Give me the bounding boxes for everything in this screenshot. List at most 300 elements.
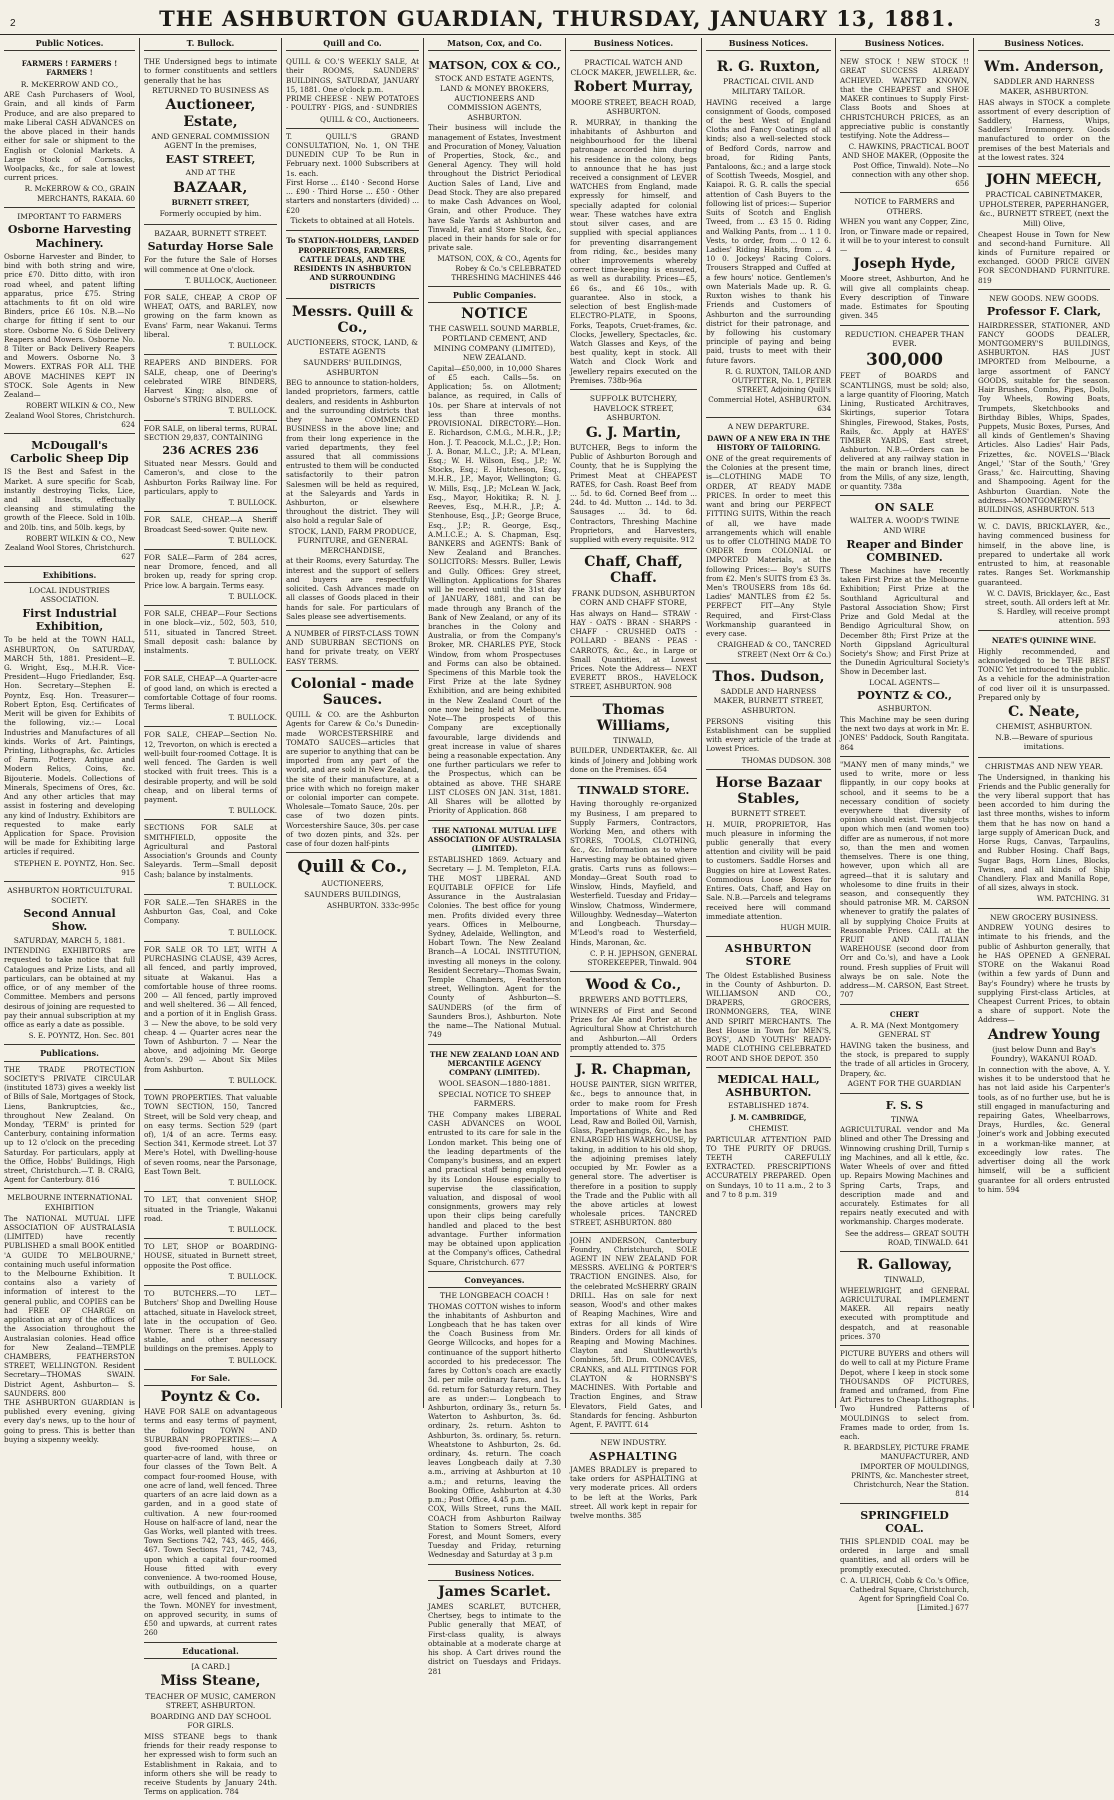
ad-signature: QUILL & CO., Auctioneers. — [319, 114, 419, 124]
ad-subtitle: CHEMIST. — [748, 1123, 789, 1133]
ad-subtitle: AND AT THE — [185, 168, 236, 178]
column-heading: Quill and Co. — [286, 38, 419, 51]
ad-osborne — [4, 208, 135, 434]
ad-body: TO LET, that convenient SHOP, situated in the Triangle, Wakanui road. — [144, 1195, 277, 1223]
column-heading: Public Notices. — [4, 38, 135, 51]
ad-footnote: THE ASHBURTON GUARDIAN is published every evening, giving every day's news, up to the hour of going to press. This is better than buying a sixpenny weekly. — [4, 1398, 135, 1444]
ad-body: FOR SALE, CHEAP—Section No. 12, Trevorton, on which is erected a well-built four-roomed Cottage. It is well fenced. The Garden is well stocked with fruit trees. This is a desirable property, and will be sold cheap, and on liberal terms of payment. — [144, 730, 277, 805]
ad-signature: ROBERT WILKIN & CO., New Zealand Wool Stores, Christchurch. 624 — [5, 401, 135, 429]
ad-title: Saturday Horse Sale — [147, 240, 274, 254]
ad-subtitle: BURNETT STREET. — [730, 808, 807, 818]
ad-subtitle: AUCTIONEERS, — [321, 879, 384, 889]
ad-subtitle: ASHBURTON HORTICULTURAL SOCIETY. — [7, 886, 132, 905]
ad-caswell-sound — [428, 287, 561, 820]
ad-signature: AGENT FOR THE GUARDIAN — [847, 1078, 962, 1088]
ad-body: "MANY men of many minds," we used to write, more or less flippantly, in our copy books at school, and it seems to be a necessary condition of society everywhere that diversity of opinion should exist. The subjects upon which men (and women too) differ are as numerous, if not more so, than the men and women themselves. There is one thing, however, upon which all are agreed—that it is salutary and wholesome to dine fruits in their season, and consequently they should patronise MR. M. CARSON whenever to gratify the palates of all by supplying Choice Fruits at Reasonable Prices. CALL at the FRUIT AND ITALIAN WAREHOUSE (second door from Orr and Co.'s), and have a Look round. Fresh supplies of Fruit will always be on sale. Note the address—M. CARSON, East Street. 707 — [840, 759, 969, 1000]
ad-professor-clark — [978, 290, 1110, 519]
ad-title: To STATION-HOLDERS, LANDED PROPRIETORS, FARMERS, CATTLE DEALS, AND THE RESIDENTS IN ASHBURTON AND SURROUNDING DISTRICTS — [286, 236, 419, 292]
ad-signature: T. BULLOCK. — [228, 591, 277, 601]
ad-title: Robert Murray, — [573, 79, 694, 96]
ad-footnote: N.B.—Beware of spurious imitations. — [995, 732, 1093, 752]
ad-longbeach-coach — [428, 1272, 561, 1565]
ad-signature: WM. PATCHING. 31 — [1036, 894, 1110, 904]
ad-body: MISS STEANE begs to thank friends for their ready response to her expressed wish to form such an Establishment in Rakaia, and to inform others she will be ready to receive Students by January 24th. Terms on application. 784 — [144, 1731, 277, 1797]
ad-title: F. S. S — [885, 1099, 924, 1113]
ad-title: MEDICAL HALL, ASHBURTON. — [717, 1072, 820, 1099]
ad-title: Thomas Williams, — [596, 701, 671, 734]
ad-horticultural-show — [4, 882, 135, 1045]
ad-springfield-coal — [840, 1504, 969, 1617]
ad-body: AGRICULTURAL vendor and Ma blined and other The Dressing and Winnowing crushing Drill, Turnip s ing Machines, and all k ettle, &c. Water Wheels of over and fitted up. Repairs Mowing Machines and Spring Carts, Traps, and description made and and accurately. Estimates for all repairs neatly executed and with workmanship. Charges moderate. — [840, 1125, 969, 1227]
ad-title: First Industrial Exhibition, — [22, 607, 117, 634]
ad-signature: T. BULLOCK. — [228, 1355, 277, 1365]
ad-body: Cheapest House in Town for New and second-hand Furniture. All kinds of Furniture repaired or exchanged. GOOD PRICE GIVEN FOR SECONDHAND FURNITURE. 819 — [978, 229, 1110, 285]
ad-title: Wood & Co., — [585, 977, 682, 994]
ad-body: BEG to announce to station-holders, landed proprietors, farmers, cattle dealers, and residents in Ashburton and the surrounding districts that they have COMMENCED BUSINESS in the above line; and from their long experience in the varied departments, they feel assured that all commissions entrusted to them will be conducted satisfactorily to their patron Salesmen will be held as required, at the Saleyards and Yards in Ashburton, or elsewhere throughout the district. They will also hold a regular Sale of — [286, 378, 419, 526]
ad-body: PERSONS visiting this Establishment can be supplied with every article of the trade at Lowest Prices. — [706, 716, 831, 754]
ad-signature: T. BULLOCK. — [228, 341, 277, 351]
ad-body: JAMES SCARLET, BUTCHER, Chertsey, begs to intimate to the Public generally that MEAT, of First-class quality, is always obtainable at a moderate charge at his shop. A Cart drives round the district on Tuesdays and Fridays. 281 — [428, 1602, 561, 1676]
ad-subtitle: WALTER A. WOOD'S TWINE AND WIRE — [849, 516, 960, 536]
ad-body: Capital—£50,000, in 10,000 Shares of £5 each. Calls—5s. on Application; 5s. on Allotment; balance, as required, in Calls of 10s. per Share at intervals of not less than three months. PROVISIONAL DIRECTORY:—Hon. E. Richardson, C.M.G., M.H.R., J.P.; Hon. J. T. Peacock, M.L.C., J.P.; Hon. J. A. Bonar, M.L.C., J.P.; A. M'Lean, Esq.; W. H. Wilson, Esq., J.P.; W. Stocks, Esq.; E. Hutcheson, Esq., M.H.R., J.P., Mayor, Wellington; G. W. Mills, Esq., J.P.; McLean W. Jack, Esq., Mayor, Hokitika; R. N. J. Reeves, Esq., M.H.R., J.P.; A. Stenhouse, Esq., J.P.; George Bruce, Esq., J.P.; R. George, Esq., A.M.I.C.E.; A. S. Chapman, Esq. BANKERS and AGENTS: Bank of New Zealand and Branches. SOLICITORS: Messrs. Buller, Lewis and Gully. Offices: Grey street, Wellington. Applications for Shares will be received until the 31st day of JANUARY, 1881, and can be made through any Branch of the Bank of New Zealand, or any of its branches in the Colony and Australia, or from the Company's Broker, MR. CHARLES PYE, Stock Window, from whom Prospectuses and Forms can also be obtained. Specimens of this Marble took the First Prize at the late Sydney Exhibition, and are being exhibited in the New Zealand Court of the one now being held at Melbourne. Note—The prospects of this Company are exceptionally favourable, large dividends and great increase in value of shares being a reasonable expectation. Any one further particulars we refer to the Prospectus, which can be obtained as above. THE SHARE LIST CLOSES ON JAN. 31st, 1881. All Shares will be allotted by Priority of Application. 868 — [428, 363, 561, 816]
ad-miss-steane — [144, 1643, 277, 1800]
column-heading: T. Bullock. — [144, 38, 277, 51]
ad-subtitle: MELBOURNE INTERNATIONAL EXHIBITION — [7, 1193, 132, 1213]
page-number-right: 3 — [1094, 18, 1100, 29]
ad-title: NOTICE — [461, 306, 528, 323]
ad-signature: T. BULLOCK. — [228, 806, 277, 816]
ad-signature: CRAIGHEAD & CO., TANCRED STREET (Next Orr & Co.) — [717, 640, 831, 659]
ad-four-sections — [144, 606, 277, 671]
ad-title: BURNETT STREET, — [171, 197, 250, 207]
ad-body: The NATIONAL MUTUAL LIFE ASSOCIATION OF AUSTRALASIA (LIMITED) have recently PUBLISHED a small BOOK entitled 'A GUIDE TO MELBOURNE,' containing much useful information to the Melbourne Exhibition. It contains also a variety of information of interest to the general public, and COPIES can be had FREE OF CHARGE on application at any of the offices of the Association throughout the Australasian colonies. Head office for New Zealand—TEMPLE CHAMBERS, FEATHERSTON STREET, WELLINGTON. Resident Secretary—THOMAS SWAIN. District Agent, Ashburton— S. SAUNDERS. 800 — [4, 1213, 135, 1398]
ad-title: R. G. Ruxton, — [716, 59, 821, 76]
ad-subtitle: BAZAAR, BURNETT STREET. — [154, 228, 267, 238]
ad-title: JOHN MEECH, — [986, 172, 1102, 189]
ad-subtitle: FRANK DUDSON, ASHBURTON CORN AND CHAFF STORE, — [571, 588, 696, 608]
ad-title: Second Annual Show. — [23, 907, 116, 934]
ad-body: SECTIONS FOR SALE at SMITHFIELD, opposite the Agricultural and Pastoral Association's Grounds and County Saleyards. Term—Small deposit Cash; balance by instalments. — [144, 823, 277, 879]
ad-consultation — [286, 129, 419, 232]
ad-wm-anderson — [978, 54, 1110, 167]
ad-subtitle: SPECIAL NOTICE TO SHEEP FARMERS. — [438, 1089, 551, 1109]
ad-title: Quill & Co., — [297, 857, 408, 878]
ad-title: BAZAAR, — [173, 179, 248, 196]
ad-signature: T. BULLOCK. — [228, 1271, 277, 1281]
ad-subtitle: MOORE STREET, BEACH ROAD, ASHBURTON. — [570, 97, 697, 117]
column-heading: Business Notices. — [706, 38, 831, 51]
ad-signature: T. BULLOCK. — [228, 880, 277, 890]
ad-body: The Undersigned, in thanking his Friends and the Public generally for the very liberal support that has been accorded to him during the last three months, wishes to inform them that he has now on hand a large supply of American Duck, and Horse Rugs, Canvas, Tarpaulins, and Rubber Hosing. Chaff Bags, Sugar Bags, Horn Lines, Blocks, Twines, and all kinds of Ship Chandlery. Flax and Manilla Rope, of all sizes, always in stock. — [978, 772, 1110, 893]
column-4 — [424, 38, 566, 1676]
ad-body: TOWN PROPERTIES. That valuable TOWN SECTION, 150, Tancred Street, will be Sold very cheap, and on easy terms. Section 529 (part of), 1/4 of an acre. Terms easy. Section 341, Kermode street. Lot 37 Mere's Hotel, with Dwelling-house of seven rooms, near the Parsonage, East Town Belt. — [144, 1093, 277, 1176]
ad-signature: ROBERT WILKIN & CO., New Zealand Wool Stores, Christchurch. 627 — [5, 533, 135, 562]
ad-robert-murray — [570, 54, 697, 390]
ad-martin-butcher — [570, 390, 697, 549]
ad-signature: R. BEARDSLEY, PICTURE FRAME MANUFACTURER, AND IMPORTER OF MOULDINGS, PRINTS, &c. Manchester street, Christchurch, Near the Station. 814 — [843, 1443, 969, 1499]
ad-title: THE NATIONAL MUTUAL LIFE ASSOCIATION OF AUSTRALASIA (LIMITED). — [428, 825, 561, 853]
ad-wood-co — [570, 972, 697, 1057]
newspaper-title: THE ASHBURTON GUARDIAN, THURSDAY, JANUARY 13, 1881. — [159, 6, 955, 31]
ad-title: ASPHALTING — [589, 1449, 678, 1463]
ad-butchers-shop — [144, 1286, 277, 1370]
ad-items: PRIME CHEESE · NEW POTATOES · POULTRY · PIGS, and · SUNDRIES — [286, 94, 419, 113]
section-heading: Publications. — [4, 1048, 135, 1061]
ad-subtitle: ESTABLISHED 1874. — [727, 1101, 810, 1111]
ad-joseph-hyde — [840, 193, 969, 325]
section-heading: Exhibitions. — [4, 570, 135, 583]
ad-poyntz-properties — [144, 1370, 277, 1643]
masthead — [0, 4, 1114, 35]
ad-body: FEET of BOARDS and SCANTLINGS, must be sold; also, a large quantity of Flooring, Match Lining, Rusticated Architraves, Skirtings, superior Totara Shingles, Firewood, Stakes, Posts, Rails, &c. Apply at HAYES' TIMBER YARDS, East street, Ashburton. N.B.—Orders can be delivered at any railway station in the main or branch lines, direct from the Mills, of any size, length, or quantity. 738a — [840, 371, 969, 492]
ad-subtitle: TEACHER OF MUSIC, CAMERON STREET, ASHBURTON. — [145, 1691, 276, 1711]
ad-body: Having thoroughly re-organized my Business, I am prepared to Supply Farmers, Contractors, Working Men, and others with STORES, TOOLS, CLOTHING, &c., &c. Information as to where Harvesting may be obtained given gratis. Carts runs as follows:— Monday—Great South road to Winslow, Hinds, Mayfield, and Westerfield. Tuesday and Friday—Winslow, Chatmoss, Windermere, Willoughby. Wednesday—Waterton and Longbeach. Thursday—M'Leod's road to Westerfield, Hinds, Maronan, &c. — [570, 799, 697, 947]
ad-title: ASHBURTON STORE — [724, 942, 813, 969]
section-heading: Conveyances. — [428, 1275, 561, 1288]
ad-colonial-sauces — [286, 671, 419, 853]
ad-shop-to-let — [144, 1192, 277, 1239]
ad-john-meech — [978, 167, 1110, 290]
ad-town-properties — [144, 1090, 277, 1192]
ad-title: Miss Steane, — [160, 1673, 261, 1690]
ad-signature: MATSON, COX, & CO., Agents for Robey & Co.'s CELEBRATED THRESHING MACHINES 446 — [437, 254, 561, 282]
column-2 — [140, 38, 282, 1797]
ad-subtitle: TINWALD, — [613, 735, 654, 745]
ad-title: TINWALD STORE. — [577, 784, 690, 798]
ad-signature: C. A. ULRICH, Cobb & Co.'s Office, Cathedral Square, Christchurch, Agent for Springfield Coal Co. [Limited.] 677 — [840, 1575, 969, 1613]
ad-trade-protection — [4, 1045, 135, 1189]
ad-subtitle: PRACTICAL CABINETMAKER, UPHOLSTERER, PAPERHANGER, &c., BURNETT STREET, (next the Mill) Olive, — [978, 190, 1110, 228]
ad-body: THE Undersigned begs to intimate to former constituents and settlers generally that he has — [144, 57, 277, 85]
ad-ruxton — [706, 54, 831, 418]
ad-body: These Machines have recently taken First Prize at the Melbourne Exhibition; First Prize at the Southland Agricultural and Pastoral Association Show; First Prize and Gold Medal at the Bendigo Agricultural Show, on December 8th; First Prize at the North Gippsland Agricultural Society's Show; and First Prize at the Dunedin Agricultural Society's Show in December last. — [840, 566, 969, 677]
ad-title: Chaff, Chaff, Chaff. — [584, 554, 683, 587]
ad-ashburton-store — [706, 937, 831, 1068]
ad-subtitle: SADDLER AND HARNESS MAKER, ASHBURTON. — [993, 77, 1095, 96]
ad-prizes: First Horse ... £140 · Second Horse ... £90 · Third Horse ... £50 · Other starters and nonstarters (divided) ... £20 — [286, 177, 419, 215]
ad-town-sections — [286, 626, 419, 671]
ad-body: Highly recommended, and acknowledged to be THE BEST TONIC Yet introduced to the public. As a vehicle for the administration of cod liver oil it is unsurpassed. Prepared only by — [978, 646, 1110, 702]
ad-signature: ASHBURTON. 333c-995c — [326, 901, 419, 911]
ad-body: IS the Best and Safest in the Market. A sure specific for Scab, instantly destroying Ticks, Lice, and all Insects, effectually cleansing and stimulating the growth of the Fleece. Sold in 10lb. and 20lb. tins, and 50lb. kegs, by — [4, 467, 135, 532]
ad-timber — [840, 326, 969, 497]
ad-body: JOHN ANDERSON, Canterbury Foundry, Christchurch, SOLE AGENT IN NEW ZEALAND FOR MESSRS. AVELING & PORTER'S TRACTION ENGINES. Also, for the celebrated McSHERRY GRAIN DRILL. Has on sale for next season, Wood's and other makes of Reaping Machines, Wire and extras for all kinds of Wire Binders. Orders for all kinds of Reaping and Mowing Machines. Clayton and Shuttleworth's Combines, 5ft. Drum. CONCAVES, CRANKS, and ALL FITTINGS FOR CLAYTON & HORNSBY'S MACHINES. With Portable and Traction Engines, and Straw Elevators, Field Gates, and Standards for fencing. Ashburton Agent, F. PAVITT. 614 — [570, 1235, 697, 1429]
ad-body: Their business will include the management of Estates, Investment and Procuration of Money, Valuation of Properties, Stock, &c., and General Agency. They will hold throughout the District Periodical Auction Sales of Land, Live and Dead Stock. They are also prepared to make Cash Advances on Wool, Grain, and other Produce. They have Sale Yards at Ashburton and Tinwald, Fat and Store Stock, &c., placed in their hands for sale or for private sale. — [428, 123, 561, 253]
ad-body: ONE of the great requirements of the Colonies at the present time, is—CLOTHING MADE TO ORDER, AT READY MADE PRICES. In order to meet this want and bring our PERFECT FITTING SUITS, Within the reach of all, we have made arrangements which will enable us to offer CLOTHING MADE TO ORDER from COLONIAL or IMPORTED Materials, at the following Prices:— Boy's SUITS from £2. Men's SUITS from £3 3s. Men's TROUSERS from 18s 6d. Ladies' MANTLES from £2 5s. PERFECT FIT—Any Style Required, and First-Class Workmanship guaranteed in every case. — [706, 453, 831, 639]
ad-signature: T. BULLOCK, Auctioneer. — [185, 275, 277, 285]
ad-davis-bricklayer — [978, 519, 1110, 630]
ad-tinwald-agricultural — [840, 1094, 969, 1252]
ad-subtitle: CHEMIST, ASHBURTON. — [995, 722, 1093, 732]
ad-hawkins — [840, 54, 969, 193]
ad-subtitle: BREWERS AND BOTTLERS, — [579, 995, 688, 1005]
ad-patching — [978, 758, 1110, 909]
ad-subtitle: LOCAL INDUSTRIES ASSOCIATION. — [29, 585, 110, 605]
ad-purchasing-clause — [144, 942, 277, 1090]
ad-gas-shares — [144, 895, 277, 942]
ad-body: ANDREW YOUNG desires to intimate to his friends, and the public of Ashburton generally, that he HAS OPENED A GENERAL STORE on the Wakanui Road (within a few yards of Dunn and Bay's Foundry) where he trusts by supplying First-class Articles, at Cheapest Current Prices, to obtain a share of support. Note the Address— — [978, 923, 1110, 1025]
ad-body: FOR SALE OR TO LET, WITH A PURCHASING CLAUSE, 439 Acres, all fenced, and partly improved, situate at Wakanui. Has a comfortable house of three rooms. 200 — All fenced, partly improved and well sheltered. 36 — All fenced, and a portion of it in English Grass. 3 — New the above, to be sold very cheap. 4 — Quarter acres near the Town of Ashburton. 7 — Near the above, and adjoining Mr. George Acton's. 290 — About Six Miles from Ashburton. — [144, 944, 277, 1074]
column-7 — [836, 38, 974, 1613]
ad-title: Colonial - made Sauces. — [290, 675, 415, 708]
ad-signature: T. BULLOCK. — [228, 1178, 277, 1188]
ad-andrew-young — [978, 909, 1110, 1198]
ad-farm-dromore — [144, 550, 277, 606]
ad-title: Reaper and Binder COMBINED. — [846, 537, 963, 564]
ad-signature: T. BULLOCK. — [228, 498, 277, 508]
ad-matson-cox — [428, 54, 561, 287]
ad-subtitle: WOOL SEASON—1880-1881. — [438, 1079, 551, 1089]
column-heading: Business Notices. — [840, 38, 969, 51]
ad-title: Horse Bazaar Stables, — [715, 774, 822, 807]
ad-new-departure — [706, 418, 831, 664]
ad-body: FOR SALE, CHEAP, A CROP OF WHEAT, OATS, and BARLEY, now growing on the farm known as Evans' Farm, near Wakanui. Terms liberal. — [144, 292, 277, 339]
ad-subtitle: NEW GROCERY BUSINESS. — [989, 912, 1099, 922]
section-heading: For Sale. — [144, 1373, 277, 1386]
ad-signature: HUGH MUIR. — [780, 922, 831, 932]
ad-smithfield-sections — [144, 820, 277, 895]
ad-title: DAWN OF A NEW ERA IN THE HISTORY OF TAILORING. — [707, 433, 830, 452]
column-1 — [0, 38, 140, 1444]
ad-subtitle: SUFFOLK BUTCHERY, HAVELOCK STREET, ASHBURTON. — [589, 394, 678, 423]
column-6 — [702, 38, 836, 1408]
ad-body: T. QUILL'S GRAND CONSULTATION, No. 1, ON THE DUNEDIN CUP To be Run in February next. 1000 Subscribers at 1s. each. — [286, 131, 419, 178]
ad-quill-weekly-sale — [286, 54, 419, 129]
ad-body: HOUSE PAINTER, SIGN WRITER, &c., begs to announce that, in order to make room for Fresh Importations of White and Red Lead, Raw and Boiled Oil, Varnish, Glass, Paperhangings, &c., he has ENLARGED HIS WAREHOUSE, by taking, in addition to his old shop, the adjoining premises lately occupied by Mr. Fowler as a general store. The advertiser is therefore in a position to supply the Trade and the Public with all the above articles at lowest wholesale prices. TANCRED STREET, ASHBURTON. 880 — [570, 1080, 697, 1228]
ad-body: HAIRDRESSER, STATIONER, AND FANCY GOODS DEALER, MONTGOMERY'S BUILDINGS, ASHBURTON. HAS JUST IMPORTED from Melbourne, a large assortment of FANCY GOODS, suitable for the season. Hair Brushes, Combs, Pipes, Dolls, Toy Wheels, Rowing Boats, Trumpets, Sketchbooks and Birthday Bibles, Whips, Spades, Puppets, Music Boxes, Purses, And all kinds of Gentlemen's Shaving Articles. Also Ladies' Hair Pads, Frizettes, &c. NOVELS—'Black Angel,' 'Star of the South,' 'Grey Grass,' &c. Haircutting, Shaving and Shampooing. Agent for the Ashburton Guardian. Note the address—MONTGOMERY'S BUILDINGS, ASHBURTON. 513 — [978, 320, 1110, 514]
ad-subtitle: AND GENERAL COMMISSION AGENT In the premises, — [151, 131, 270, 151]
ad-body: PARTICULAR ATTENTION PAID TO THE PURITY OF DRUGS. TEETH CAREFULLY EXTRACTED. PRESCRIPTIONS ACCURATELY PREPARED. Open on Sundays, 10 to 11 a.m., 2 to 3 and 7 to 8 p.m. 319 — [706, 1134, 831, 1199]
ad-reapers-binders — [144, 355, 277, 420]
ad-body: HAVING taken the business, and the stock, is prepared to supply the trade of all articles in Grocery, Drapery, &c. — [840, 1040, 969, 1078]
page-number-left: 2 — [10, 18, 16, 29]
ad-national-mutual — [428, 821, 561, 1045]
ad-body: TO LET, SHOP or BOARDING-HOUSE, situated in Burnett street, opposite the Post office. — [144, 1242, 277, 1270]
ad-james-scarlet — [428, 1565, 561, 1680]
ad-body: HAVING received a large consignment of Goods, composed of the best West of England Cloths and Fancy Coatings of all kinds; also a well-selected stock of Bedford Cords, narrow and broad, for Riding Pants, Pantaloons, &c.; and a large stock of Scottish Tweeds, Mosgiel, and Kaiapoi. R. G. R. calls the special attention of Cash Buyers to the following list of prices:— Superior Suits of Scotch and English Tweed, from ... £3 15 0. Riding and Walking Pants, from ... 1 1 0. Vests, to order, from ... 0 12 6. Ladies' Riding Habits, from ... 4 10 0. Jockeys' Racing Colors. Trousers Strapped and Cuffed at a few hours' notice. Gentlemen's own Materials Made up. R. G. Ruxton wishes to thank his Friends and Customers of Ashburton and the surrounding district for their patronage, and by following his customary principle of paying and being paid, trusts to meet with their future favors. — [706, 97, 831, 365]
ad-subtitle: THE CASWELL SOUND MARBLE, PORTLAND CEMENT, AND MINING COMPANY (LIMITED), NEW ZEALAND. — [429, 324, 560, 363]
ad-subtitle: REDUCTION. CHEAPER THAN EVER. — [844, 329, 965, 349]
ad-body: QUILL & CO.'S WEEKLY SALE, At their ROOMS, SAUNDERS' BUILDINGS, SATURDAY, JANUARY 15, 1881. One o'clock p.m. — [286, 57, 419, 94]
ad-body: REAPERS AND BINDERS. FOR SALE, cheap, one of Deering's celebrated WIRE BINDERS, Harvest King; also, one of Osborne's STRING BINDERS. — [144, 358, 277, 405]
ad-dudson-saddler — [706, 664, 831, 770]
column-heading: Matson, Cox, and Co. — [428, 38, 561, 51]
ad-subtitle: CHRISTMAS AND NEW YEAR. — [984, 762, 1104, 772]
ad-body: BUTCHER, Begs to inform the Public of Ashburton Borough and County, that he is Supplying the Primest Meat at CHEAPEST RATES, for Cash. Roast Beef from ... 5d. to 6d. Corned Beef from ... 24d. to 4d. Mutton ... 14d. to 3d. Sausages ... 3d. to 6d. Contractors, Threshing Machine Proprietors, and Harvesters, supplied with every requisite. 912 — [570, 442, 697, 545]
ad-tinwald-store — [570, 779, 697, 972]
ad-mckerrow — [4, 54, 135, 208]
ad-nz-loan — [428, 1045, 561, 1272]
ad-bullock-auctioneer — [144, 54, 277, 224]
ad-title: NEATE'S QUININE WINE. — [991, 635, 1097, 645]
ad-body: In connection with the above, A. Y. wishes it to be understood that he has not laid aside his Carpenter's tools, as of no further use, but he is still engaged in manufacturing and repairing Gates, Wheelbarrows, Drays, Hurdles, &c. General Joiner's work and Jobbing executed in a workman-like manner, at exceedingly low rates. The advertiser doing all the work himself, will be a sufficient guarantee for all orders entrusted to him. 594 — [978, 1064, 1110, 1194]
ad-title: Joseph Hyde, — [853, 256, 956, 273]
ad-body: FOR SALE—Farm of 284 acres, near Dromore, fenced, and all broken up, ready for spring crop. Price low. A bargain. Terms easy. — [144, 552, 277, 590]
ad-horse-sale — [144, 225, 277, 290]
ad-signature: T. BULLOCK. — [228, 535, 277, 545]
ad-signature: T. BULLOCK. — [228, 657, 277, 667]
ad-subtitle: [A CARD.] — [191, 1661, 230, 1671]
ad-title: Wm. Anderson, — [984, 59, 1104, 76]
ad-quill-auctioneers — [286, 299, 419, 626]
ad-subtitle: IMPORTANT TO FARMERS — [17, 211, 122, 221]
ad-body: TO BUTCHERS.—TO LET—Butchers' Shop and Dwelling House attached, situate in Havelock street, late in the occupation of Geo. Worner. There is a three-stalled stable, and other necessary buildings on the premises. Apply to — [144, 1289, 277, 1354]
ad-subtitle: BOARDING AND DAY SCHOOL FOR GIRLS. — [150, 1711, 271, 1731]
ad-body: THE Company makes LIBERAL CASH ADVANCES on WOOL entrusted to its care for sale in the London market. This being one of the leading departments of the Company's business, and an expert and practical staff being employed by its London House especially to supervise the classification, valuation, and disposal of wool consignments, growers may rely upon their clips being carefully handled and placed to the best advantage. Further information may be obtained upon application at the Company's offices, Cathedral Square, Christchurch. 677 — [428, 1110, 561, 1267]
ad-signature: See the address— GREAT SOUTH ROAD, TINWALD. 641 — [844, 1228, 969, 1247]
ad-title: Thos. Dudson, — [712, 668, 825, 685]
ad-body: A NUMBER of FIRST-CLASS TOWN AND SUBURBAN SECTIONS on hand for private treaty, on VERY EASY TERMS. — [286, 629, 419, 666]
ad-title: Messrs. Quill & Co., — [291, 303, 414, 336]
ad-industrial-exhibition — [4, 567, 135, 882]
ad-title: McDougall's Carbolic Sheep Dip — [10, 439, 129, 466]
ad-title: Osborne Harvesting Machinery. — [7, 223, 132, 250]
ad-subtitle: TINWA — [890, 1114, 919, 1124]
ad-chaff — [570, 549, 697, 696]
column-8 — [974, 38, 1114, 1408]
column-3 — [282, 38, 424, 1408]
ad-body: INTENDING EXHIBITORS are requested to take notice that full Catalogues and Prize Lists, and all particulars, can be obtained at my office, or of any member of the Committee. Members and persons desirous of joining are requested to pay their annual subscription at my office as early a date as possible. — [4, 946, 135, 1029]
ad-signature: Tickets to obtained at all Hotels. — [290, 215, 415, 225]
ad-signature: R. G. RUXTON, TAILOR AND OUTFITTER, No. 1, PETER STREET, Adjoining Quill's Commercial Hotel, ASHBURTON. 634 — [708, 366, 831, 413]
ad-signature: STEPHEN E. POYNTZ, Hon. Sec. 915 — [14, 858, 135, 877]
ad-subtitle: NEW INDUSTRY. — [600, 1438, 667, 1448]
ad-title: R. Galloway, — [856, 1257, 953, 1274]
ad-melbourne-exhibition — [4, 1189, 135, 1448]
ad-signature: R. McKERROW & CO., GRAIN MERCHANTS, RAKAIA. 60 — [24, 184, 135, 203]
ad-subtitle: SAUNDERS BUILDINGS, — [304, 889, 401, 899]
ad-body: THE TRADE PROTECTION SOCIETY'S PRIVATE CIRCULAR (instituted 1873) gives a weekly list of Bills of Sale, Mortgages of Stock, Liens, Bankruptcies, &c., throughout New Zealand. On Monday, 'TERM' is printed for Canterbury, containing information up to 12 o'clock on the preceding Saturday. For particulars, apply at the Office, Hobbs' Buildings, High street, Christchurch.—T. B. CRAIG, Agent for Canterbury. 816 — [4, 1064, 135, 1185]
ad-body: Has always on Hand— STRAW · HAY · OATS · BRAN · SHARPS · CHAFF · CRUSHED OATS · POLLARD · BEANS · PEAS · CARROTS, &c., &c., in Large or Small Quantities, at Lowest Prices. Note the Address— NEXT EVERETT BROS., HAVELOCK STREET, ASHBURTON. 908 — [570, 608, 697, 692]
ad-body: WINNERS of First and Second Prizes for Ale and Porter at the Agricultural Show at Christchurch and Ashburton.—All Orders promptly attended to. 375 — [570, 1005, 697, 1052]
ad-asphalting — [570, 1434, 697, 1524]
ad-body: JAMES BRADLEY is prepared to take orders for ASPHALTING at very moderate prices. All orders to be left at the Works, Park street. All work kept in repair for twelve months. 385 — [570, 1464, 697, 1521]
ad-body: FOR SALE, CHEAP—A Quarter-acre of good land, on which is erected a comfortable Cottage of four rooms. Terms liberal. — [144, 674, 277, 712]
ad-title: EAST STREET, — [165, 152, 256, 166]
ad-title: THE NEW ZEALAND LOAN AND MERCANTILE AGENCY COMPANY (LIMITED). — [429, 1049, 560, 1077]
ad-body: QUILL & CO. are the Ashburton Agents for Carew & Co.'s Dunedin-made WORCESTERSHIRE and TOMATO SAUCES—articles that are superior to anything that can be imported from any part of the world, and are sold in New Zealand, the site of their manufacture, at a price with which no foreign maker or colonial importer can compete. Wholesale—Tomato Sauce, 20s. per case of two dozen pints. Worcestershire Sauce, 30s. per case of two dozen pints, and 32s. per case of four dozen half-pints — [286, 710, 419, 849]
ad-title: James Scarlet. — [438, 1583, 551, 1600]
ad-title: ON SALE — [874, 501, 935, 515]
column-5 — [566, 38, 702, 1521]
ad-title: J. R. Chapman, — [575, 1062, 692, 1079]
ad-title: Auctioneer, Estate, — [165, 97, 256, 130]
ad-signature: T. BULLOCK. — [228, 406, 277, 416]
ad-subtitle: RETURNED TO BUSINESS AS — [151, 85, 270, 95]
ad-subtitle: (just below Dunn and Bay's Foundry), WAKANUI ROAD. — [990, 1044, 1098, 1064]
ad-reaper-binder — [840, 496, 969, 757]
ad-body: Situated near Messrs. Gould and Cameron's, and close to the Ashburton Forks Railway line. For particulars, apply to — [144, 459, 277, 496]
ad-subtitle: AUCTIONEERS, STOCK, LAND, & ESTATE AGENTS — [287, 337, 418, 357]
ad-body: Moore street, Ashburton, And he will give all complaints cheap. Every description of Tinware made. Estimates for Spouting given. 345 — [840, 274, 969, 321]
ad-quill-footer — [286, 853, 419, 914]
ad-title: Professor F. Clark, — [986, 305, 1102, 319]
ad-title: Andrew Young — [987, 1026, 1101, 1043]
ad-body: For the future the Sale of Horses will commence at One o'clock. — [144, 255, 277, 274]
ad-body: FOR SALE, CHEAP—Four Sections in one block—viz., 502, 503, 510, 511, situated in Tancred Street. Small deposit cash: balance by instalments. — [144, 609, 277, 655]
ad-signature: T. BULLOCK. — [228, 1224, 277, 1234]
ad-mail-coach: COX, Wills Street, runs the MAIL COACH from Ashburton Railway Station to Somers Street, Alford Forest, and Mount Somers, every Tuesday and Friday, returning Wednesday and Saturday at 3 p.m — [428, 1504, 561, 1560]
ad-body: FOR SALE.—Ten SHARES in the Ashburton Gas, Coal, and Coke Company. — [144, 897, 277, 926]
section-heading: Educational. — [144, 1646, 277, 1659]
ad-galloway — [840, 1252, 969, 1346]
ad-subtitle: TINWALD, — [884, 1275, 925, 1285]
ad-signature: S. E. POYNTZ, Hon. Sec. 801 — [28, 1031, 135, 1041]
ad-subtitle: ASHBURTON. — [877, 704, 932, 714]
ad-trevorton-section — [144, 727, 277, 820]
ad-title: 236 ACRES 236 — [162, 444, 259, 458]
ad-title: FARMERS ! FARMERS ! FARMERS ! — [21, 59, 118, 78]
ad-signature: T. BULLOCK. — [228, 1075, 277, 1085]
ad-subtitle: NOTICE to FARMERS and OTHERS. — [854, 197, 955, 216]
ad-subtitle: A NEW DEPARTURE. — [727, 421, 810, 431]
ad-title: SPRINGFIELD COAL. — [860, 1508, 949, 1535]
section-heading: Business Notices. — [428, 1568, 561, 1581]
ad-title: C. Neate, — [1008, 704, 1080, 721]
ad-body: PICTURE BUYERS and others will do well to call at my Picture Frame Depot, where I keep in stock some THOUSANDS OF PICTURES, framed and unframed, from Fine Art Pictures to Cheap Lithographs. Two Hundred Patterns of MOULDINGS to select from. Frames made to order, from 1s. each. — [840, 1349, 969, 1442]
ad-body: R. MURRAY, in thanking the inhabitants of Ashburton and neighbourhood for the liberal patronage accorded him during his residence in the colony, begs to announce that he has just received a consignment of LEVER WATCHES from England, made expressly for himself, and specially adapted for colonial wear. These watches have extra stout silver cases, and are supplied with special appliances for preventing disarrangement from riding, &c., besides many other improvements whereby correct time-keeping is ensured, as well as durability. Prices—£5, £6 6s., and £6 10s., with guarantee. Also in stock, a selection of best English-made ELECTRO-PLATE, in Spoons, Forks, Teapots, Cruet-frames, &c. Clocks, Jewellery, Spectacles, &c. Watch Glasses and Keys, of the best quality, kept in stock. All Watch and Clock Work and Jewellery repairs executed on the Premises. 738b-96a — [570, 117, 697, 385]
ad-subtitle: THE LONGBEACH COACH ! — [439, 1290, 550, 1300]
ad-body: FOR SALE, on liberal terms, RURAL SECTION 29,837, CONTAINING — [144, 423, 277, 442]
ad-quinine-wine — [978, 631, 1110, 758]
ad-subtitle: SAUNDERS' BUILDINGS, ASHBURTON — [303, 358, 402, 377]
ad-seed-sower — [144, 512, 277, 550]
ad-body: at their Rooms, every Saturday. The interest and the support of sellers and buyers are respectfully solicited. Cash Advances made on all classes of Goods placed in their hands for sale. For particulars of Sales please see advertisements. — [286, 556, 419, 621]
ad-body: THIS SPLENDID COAL may be ordered in large and small quantities, and all orders will be promptly executed. — [840, 1536, 969, 1574]
ad-picture-frames — [840, 1346, 969, 1504]
ad-signature: T. BULLOCK. — [228, 713, 277, 723]
ad-body: Osborne Harvester and Binder, to bind with both string and wire, price £70. Ditto ditto, with iron road wheel, and patent lifting apparatus, price £75. String attachments to fit on old wire Binders, price £6 10s. N.B.—No charge for fitting if sent to our store. Osborne No. 6 Side Delivery Reapers and Mowers. Osborne No. 8 Tilter or Back Delivery Reapers and Mowers. Osborne No. 3 Mowers. EXTRAS FOR ALL THE ABOVE MACHINES KEPT IN STOCK. Sole Agents in New Zealand— — [4, 251, 135, 400]
ad-title: CHERT — [889, 1009, 920, 1019]
ad-signature: W. C. DAVIS, Bricklayer, &c., East street, south. All orders left at Mr. S. Hardley, will receive prompt attention. 593 — [985, 588, 1110, 626]
ad-chapman — [570, 1057, 697, 1233]
ad-body: HAS always in STOCK a complete assortment of every description of Saddlery, Harness, Whips, Saddlers' Ironmongery. Goods manufactured to order on the premises of the best Materials and at the lowest rates. 324 — [978, 97, 1110, 162]
ad-subtitle: R. McKERROW AND CO., — [20, 79, 119, 89]
ad-footnote: Formerly occupied by him. — [159, 208, 262, 218]
ad-john-anderson — [570, 1233, 697, 1435]
ad-sheep-dip — [4, 434, 135, 567]
ad-title: MATSON, COX & CO., — [428, 59, 561, 73]
ad-body: The Oldest Established Business in the County of Ashburton. D. WILLIAMSON AND CO., DRAPERS, GROCERS, IRONMONGERS, TEA, WINE AND SPIRIT MERCHANTS. The Best House in Town for MEN'S, BOYS', AND YOUTHS' READY-MADE CLOTHING CELEBRATED ROOT AND SHOE DEPOT. 350 — [706, 970, 831, 1063]
ad-title: G. J. Martin, — [585, 424, 682, 441]
ad-title: J. M. CAMBRIDGE, — [730, 1112, 807, 1122]
ad-subtitle: NEW GOODS. NEW GOODS. — [989, 293, 1099, 303]
ad-subtitle: A. R. MA (Next Montgomery GENERAL ST — [850, 1020, 959, 1040]
column-heading: Business Notices. — [570, 38, 697, 51]
ad-boarding-house — [144, 1239, 277, 1286]
ad-subtitle: PRACTICAL WATCH AND CLOCK MAKER, JEWELLER, &c. — [570, 58, 697, 77]
ad-date: SATURDAY, MARCH 5, 1881. — [13, 935, 126, 945]
ad-signature: THOMAS DUDSON. 308 — [741, 755, 831, 765]
ad-thomas-williams — [570, 697, 697, 779]
ad-station-holders — [286, 231, 419, 298]
ad-body: FOR SALE, CHEAP.—A Sheriff Broadcast Seed-sower. Quite new. — [144, 515, 277, 534]
ad-chertsey-store — [840, 1005, 969, 1095]
ad-crop-sale — [144, 290, 277, 355]
ad-subtitle: PRACTICAL CIVIL AND MILITARY TAILOR. — [723, 77, 814, 96]
ad-body: To be held at the TOWN HALL, ASHBURTON, On SATURDAY, MARCH 5th, 1881. President—E. G. Wright, Esq., M.H.R. Vice-President—Hugo Friedlander, Esq. Hon. Secretary—Stephen E. Poyntz, Esq. Hon. Treasurer—Robert Epton, Esq. Certificates of Merit will be given for Exhibits of the following, viz.:— Local Industries and Manufactures of all kinds. Works of Art. Paintings, Printing, Lithographs, &c. Articles of Farm. Pottery. Antique and Modern Relics, Coins, &c. Bijouterie. Models. Collections of Minerals, Specimens of Ores, &c. And any other articles that may assist in fostering and developing any kind of Industry. Exhibitors are requested to make early Application for Space. Provision will be made for Exhibiting large articles if required. — [4, 635, 135, 857]
ad-body: This Machine may be seen during the next two days at work in Mr. E. JONES' Paddock, South Rangitata. 864 — [840, 715, 969, 752]
ad-subtitle: SADDLE AND HARNESS MAKER, BURNETT STREET, ASHBURTON. — [713, 686, 824, 716]
ad-signature: C. P. H. JEPHSON, GENERAL STOREKEEPER, Tinwald. 904 — [587, 948, 697, 968]
ad-carson-fruit — [840, 757, 969, 1005]
ad-horse-bazaar — [706, 770, 831, 937]
ad-title: Poyntz & Co. — [160, 1389, 261, 1406]
ad-quarter-acre — [144, 671, 277, 727]
ad-body: WHEN you want any Copper, Zinc, Iron, or Tinware made or repaired, it will be to your interest to consult— — [840, 217, 969, 255]
ad-body: ARE Cash Purchasers of Wool, Grain, and all kinds of Farm Produce, and are also prepared to make Liberal CASH ADVANCES on the above placed in their hands either for sale or shipment to the English or Colonial Markets. A Large Stock of Cornsacks, Woolpacks, &c., for sale at lowest current prices. — [4, 90, 135, 183]
ad-subtitle: STOCK AND ESTATE AGENTS, LAND & MONEY BROKERS, AUCTIONEERS AND COMMISSION AGENTS, ASHBURTON. — [434, 74, 555, 122]
